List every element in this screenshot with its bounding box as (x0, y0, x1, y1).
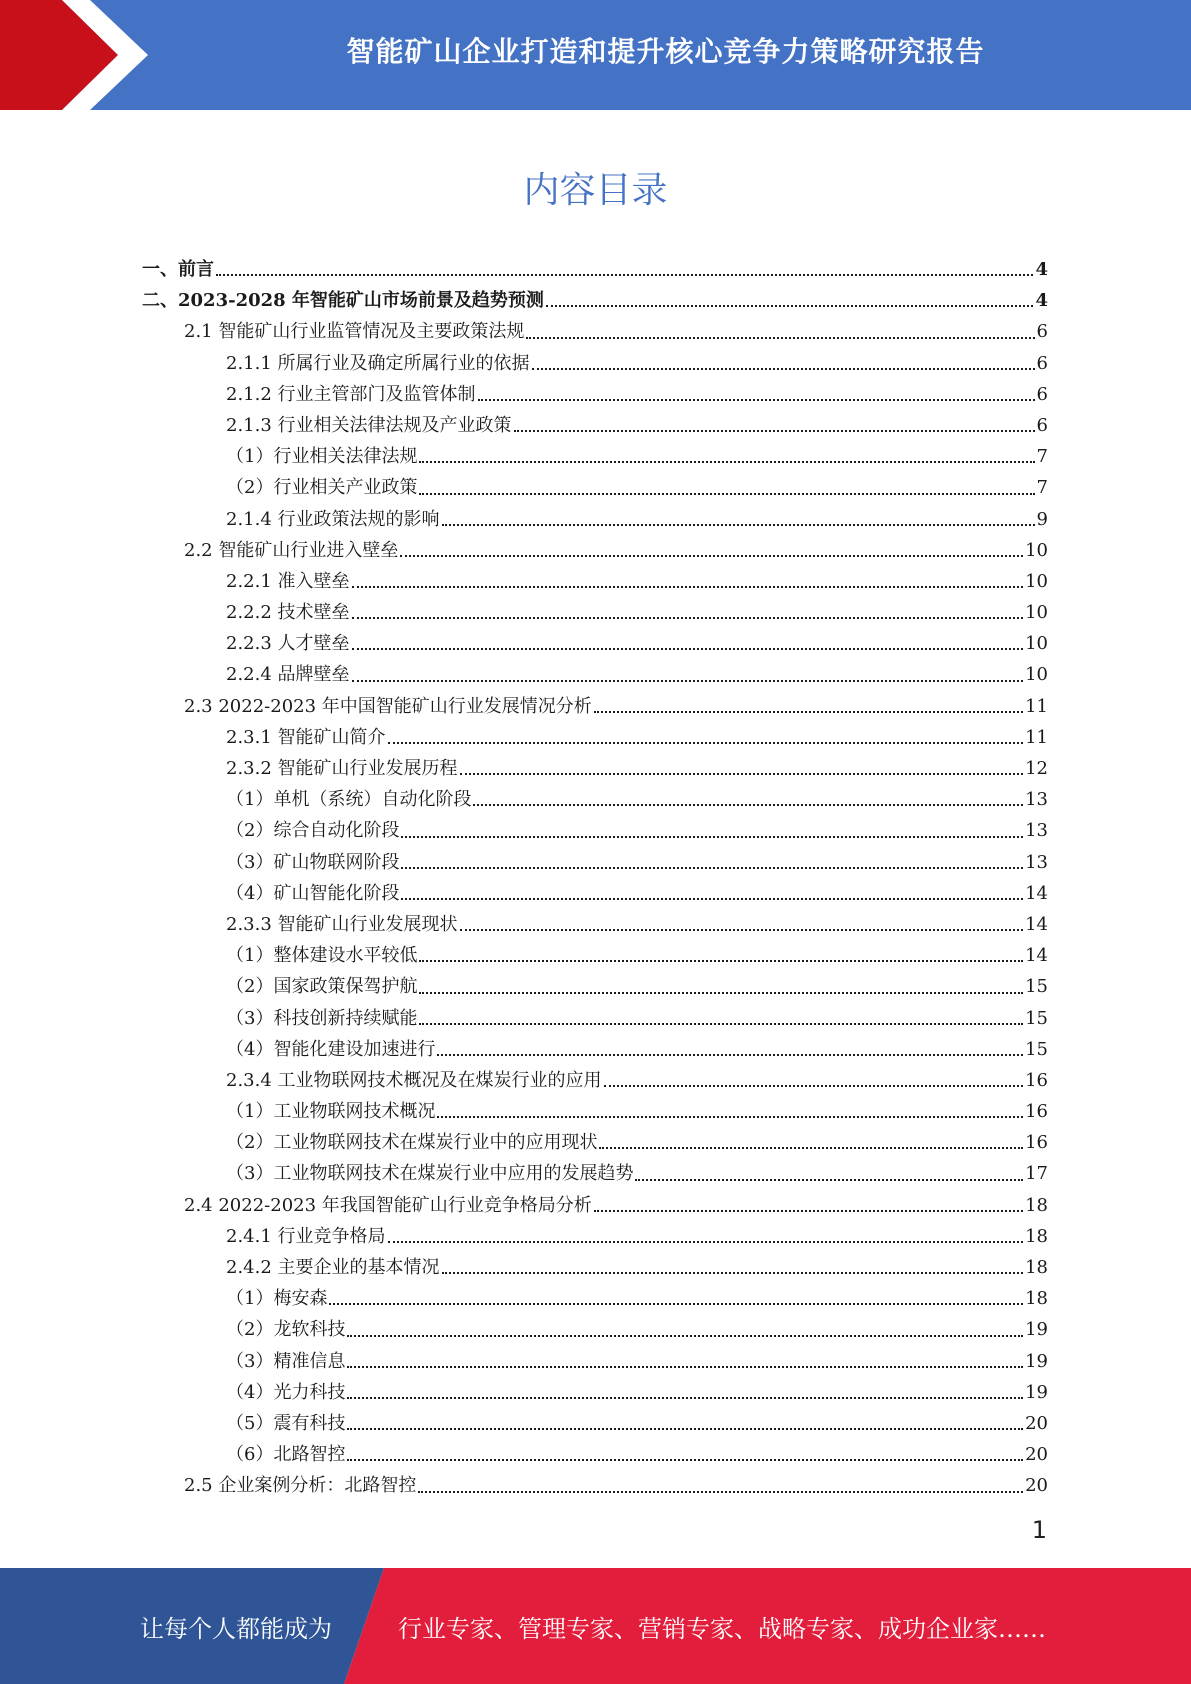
toc-dot-leader (442, 1271, 1024, 1274)
toc-entry-page: 19 (1025, 1319, 1048, 1341)
toc-entry-label: 2.3 2022-2023 年中国智能矿山行业发展情况分析 (184, 695, 592, 717)
toc-entry-label: （1）单机（系统）自动化阶段 (226, 789, 472, 811)
toc-dot-leader (419, 460, 1034, 463)
toc-entry[interactable] (142, 566, 1048, 597)
toc-dot-leader (388, 1240, 1024, 1243)
toc-entry-label: 二、2023-2028 年智能矿山市场前景及趋势预测 (142, 290, 544, 312)
toc-entry-label: （4）智能化建设加速进行 (226, 1038, 436, 1060)
page-number: 1 (1031, 1516, 1047, 1544)
toc-entry[interactable] (142, 535, 1048, 566)
toc-dot-leader (594, 710, 1023, 713)
toc-entry-label: （3）工业物联网技术在煤炭行业中应用的发展趋势 (226, 1163, 634, 1185)
toc-dot-leader (401, 835, 1023, 838)
toc-dot-leader (594, 1209, 1023, 1212)
toc-entry-label: 2.2.4 品牌壁垒 (226, 664, 350, 686)
toc-entry-page: 4 (1035, 259, 1048, 280)
toc-entry-label: 一、前言 (142, 259, 214, 280)
toc-entry-label: 2.2.3 人才壁垒 (226, 633, 350, 655)
toc-entry-label: （1）整体建设水平较低 (226, 945, 418, 967)
footer-slogan-right: 行业专家、管理专家、营销专家、战略专家、成功企业家…… (398, 1614, 1046, 1643)
toc-entry[interactable] (142, 1314, 1048, 1345)
toc-entry[interactable] (142, 285, 1048, 316)
toc-entry[interactable] (142, 1127, 1048, 1158)
toc-dot-leader (419, 492, 1034, 495)
toc-entry-label: （4）光力科技 (226, 1381, 346, 1403)
toc-entry-page: 15 (1025, 976, 1048, 998)
toc-entry-label: （2）行业相关产业政策 (226, 477, 418, 499)
toc-entry[interactable] (142, 971, 1048, 1002)
toc-entry-label: 2.4.2 主要企业的基本情况 (226, 1257, 440, 1278)
toc-dot-leader (401, 866, 1023, 869)
toc-entry-page: 19 (1025, 1350, 1048, 1372)
toc-entry-page: 6 (1036, 383, 1048, 405)
table-of-contents (142, 254, 1048, 1502)
toc-entry-label: 2.2.2 技术壁垒 (226, 602, 350, 624)
toc-entry[interactable] (142, 784, 1048, 815)
toc-dot-leader (418, 1490, 1023, 1493)
toc-dot-leader (419, 959, 1023, 962)
toc-entry[interactable] (142, 597, 1048, 628)
toc-entry-label: 2.1.2 行业主管部门及监管体制 (226, 383, 476, 405)
toc-entry-page: 6 (1036, 414, 1048, 436)
toc-entry-page: 14 (1025, 882, 1048, 904)
toc-entry-label: （3）科技创新持续赋能 (226, 1007, 418, 1029)
toc-entry[interactable] (142, 472, 1048, 503)
toc-entry[interactable] (142, 878, 1048, 909)
toc-entry-page: 10 (1025, 664, 1048, 686)
toc-entry[interactable] (142, 348, 1048, 379)
toc-dot-leader (460, 772, 1024, 775)
toc-dot-leader (419, 1022, 1023, 1025)
toc-dot-leader (401, 897, 1023, 900)
toc-entry-page: 10 (1025, 539, 1048, 561)
toc-entry-label: 2.3.3 智能矿山行业发展现状 (226, 913, 458, 935)
toc-dot-leader (478, 398, 1035, 401)
toc-entry[interactable] (142, 659, 1048, 690)
toc-entry[interactable] (142, 1158, 1048, 1189)
toc-entry[interactable] (142, 1096, 1048, 1127)
toc-entry[interactable] (142, 1283, 1048, 1314)
toc-entry-label: （1）梅安森 (226, 1288, 328, 1310)
toc-entry[interactable] (142, 628, 1048, 659)
toc-entry-page: 4 (1035, 290, 1048, 312)
toc-entry-page: 12 (1025, 758, 1048, 779)
toc-entry-page: 18 (1025, 1257, 1048, 1278)
toc-entry[interactable] (142, 815, 1048, 846)
toc-entry[interactable] (142, 940, 1048, 971)
toc-entry[interactable] (142, 316, 1048, 347)
page-footer (0, 1568, 1191, 1684)
toc-entry-page: 10 (1025, 633, 1048, 655)
toc-entry-label: 2.1 智能矿山行业监管情况及主要政策法规 (184, 321, 525, 343)
toc-entry[interactable] (142, 1470, 1048, 1501)
toc-entry-page: 14 (1025, 913, 1048, 935)
toc-entry-page: 9 (1036, 508, 1048, 530)
footer-slogan-left: 让每个人都能成为 (140, 1614, 332, 1643)
toc-entry-page: 19 (1025, 1381, 1048, 1403)
toc-entry[interactable] (142, 722, 1048, 753)
toc-entry-label: （1）行业相关法律法规 (226, 446, 418, 468)
toc-dot-leader (437, 1053, 1023, 1056)
toc-entry-page: 15 (1025, 1038, 1048, 1060)
toc-entry-label: （1）工业物联网技术概况 (226, 1101, 436, 1123)
toc-entry-page: 13 (1025, 851, 1048, 873)
toc-entry[interactable] (142, 1003, 1048, 1034)
toc-dot-leader (419, 991, 1023, 994)
toc-entry-page: 16 (1025, 1132, 1048, 1154)
toc-dot-leader (388, 741, 1024, 744)
toc-entry-label: （2）综合自动化阶段 (226, 820, 400, 842)
page-header (0, 0, 1191, 110)
toc-entry-label: 2.2 智能矿山行业进入壁垒 (184, 539, 399, 561)
toc-dot-leader (514, 429, 1035, 432)
toc-entry-label: 2.3.4 工业物联网技术概况及在煤炭行业的应用 (226, 1069, 602, 1091)
toc-entry-page: 15 (1025, 1007, 1048, 1029)
toc-entry-page: 18 (1025, 1288, 1048, 1310)
toc-entry-label: （5）震有科技 (226, 1412, 346, 1434)
toc-entry[interactable] (142, 1034, 1048, 1065)
toc-entry-page: 11 (1025, 695, 1048, 717)
toc-entry-label: 2.3.2 智能矿山行业发展历程 (226, 758, 458, 779)
toc-entry-label: （2）国家政策保驾护航 (226, 976, 418, 998)
toc-entry[interactable] (142, 1252, 1048, 1283)
toc-entry-label: 2.1.4 行业政策法规的影响 (226, 508, 440, 530)
toc-entry-label: 2.5 企业案例分析：北路智控 (184, 1475, 417, 1497)
toc-dot-leader (347, 1334, 1023, 1337)
toc-entry[interactable] (142, 410, 1048, 441)
toc-entry-page: 7 (1036, 446, 1048, 468)
toc-entry[interactable] (142, 691, 1048, 722)
toc-entry-page: 18 (1025, 1225, 1048, 1247)
toc-entry-label: 2.4 2022-2023 年我国智能矿山行业竞争格局分析 (184, 1194, 592, 1216)
toc-entry-page: 20 (1025, 1475, 1048, 1497)
toc-entry[interactable] (142, 847, 1048, 878)
toc-dot-leader (437, 1115, 1023, 1118)
toc-entry[interactable] (142, 909, 1048, 940)
toc-dot-leader (599, 1146, 1023, 1149)
toc-entry-page: 18 (1025, 1194, 1048, 1216)
toc-entry-page: 20 (1025, 1444, 1048, 1466)
toc-entry-label: （3）精准信息 (226, 1350, 346, 1372)
toc-dot-leader (473, 803, 1023, 806)
toc-entry-page: 14 (1025, 945, 1048, 967)
toc-entry[interactable] (142, 254, 1048, 285)
toc-entry-label: （2）工业物联网技术在煤炭行业中的应用现状 (226, 1132, 598, 1154)
toc-dot-leader (460, 928, 1024, 931)
toc-entry[interactable] (142, 1065, 1048, 1096)
toc-entry[interactable] (142, 1377, 1048, 1408)
toc-dot-leader (347, 1365, 1023, 1368)
toc-entry[interactable] (142, 379, 1048, 410)
toc-entry-label: （2）龙软科技 (226, 1319, 346, 1341)
toc-entry-page: 13 (1025, 789, 1048, 811)
toc-entry-label: 2.1.1 所属行业及确定所属行业的依据 (226, 352, 530, 374)
toc-dot-leader (400, 554, 1023, 557)
toc-dot-leader (604, 1084, 1024, 1087)
toc-entry-page: 13 (1025, 820, 1048, 842)
toc-entry[interactable] (142, 1190, 1048, 1221)
toc-entry-label: （4）矿山智能化阶段 (226, 882, 400, 904)
toc-dot-leader (347, 1458, 1023, 1461)
toc-entry-page: 10 (1025, 570, 1048, 592)
toc-entry-page: 6 (1036, 321, 1048, 343)
toc-entry-page: 7 (1036, 477, 1048, 499)
toc-entry-page: 17 (1025, 1163, 1048, 1185)
toc-entry-label: 2.1.3 行业相关法律法规及产业政策 (226, 414, 512, 436)
toc-dot-leader (635, 1178, 1023, 1181)
toc-dot-leader (216, 273, 1033, 276)
toc-entry-page: 20 (1025, 1412, 1048, 1434)
toc-entry-label: 2.2.1 准入壁垒 (226, 570, 350, 592)
header-title: 智能矿山企业打造和提升核心竞争力策略研究报告 (346, 35, 985, 68)
toc-entry[interactable] (142, 1408, 1048, 1439)
toc-entry-page: 11 (1025, 726, 1048, 748)
toc-entry[interactable] (142, 753, 1048, 784)
toc-entry-page: 16 (1025, 1069, 1048, 1091)
toc-dot-leader (347, 1427, 1023, 1430)
toc-dot-leader (352, 616, 1024, 619)
toc-dot-leader (442, 523, 1035, 526)
toc-dot-leader (352, 647, 1024, 650)
toc-entry-page: 16 (1025, 1101, 1048, 1123)
toc-entry-label: （6）北路智控 (226, 1444, 346, 1466)
toc-dot-leader (526, 336, 1034, 339)
toc-entry-page: 10 (1025, 602, 1048, 624)
toc-entry[interactable] (142, 504, 1048, 535)
toc-entry[interactable] (142, 1439, 1048, 1470)
toc-entry-label: 2.4.1 行业竞争格局 (226, 1225, 386, 1247)
toc-dot-leader (546, 304, 1034, 307)
toc-dot-leader (532, 367, 1035, 370)
toc-dot-leader (347, 1396, 1023, 1399)
toc-title: 内容目录 (523, 170, 668, 211)
toc-dot-leader (352, 679, 1024, 682)
toc-entry[interactable] (142, 441, 1048, 472)
toc-entry[interactable] (142, 1221, 1048, 1252)
toc-entry[interactable] (142, 1346, 1048, 1377)
toc-entry-label: 2.3.1 智能矿山简介 (226, 726, 386, 748)
toc-entry-label: （3）矿山物联网阶段 (226, 851, 400, 873)
toc-entry-page: 6 (1036, 352, 1048, 374)
toc-dot-leader (329, 1302, 1023, 1305)
toc-dot-leader (352, 585, 1024, 588)
